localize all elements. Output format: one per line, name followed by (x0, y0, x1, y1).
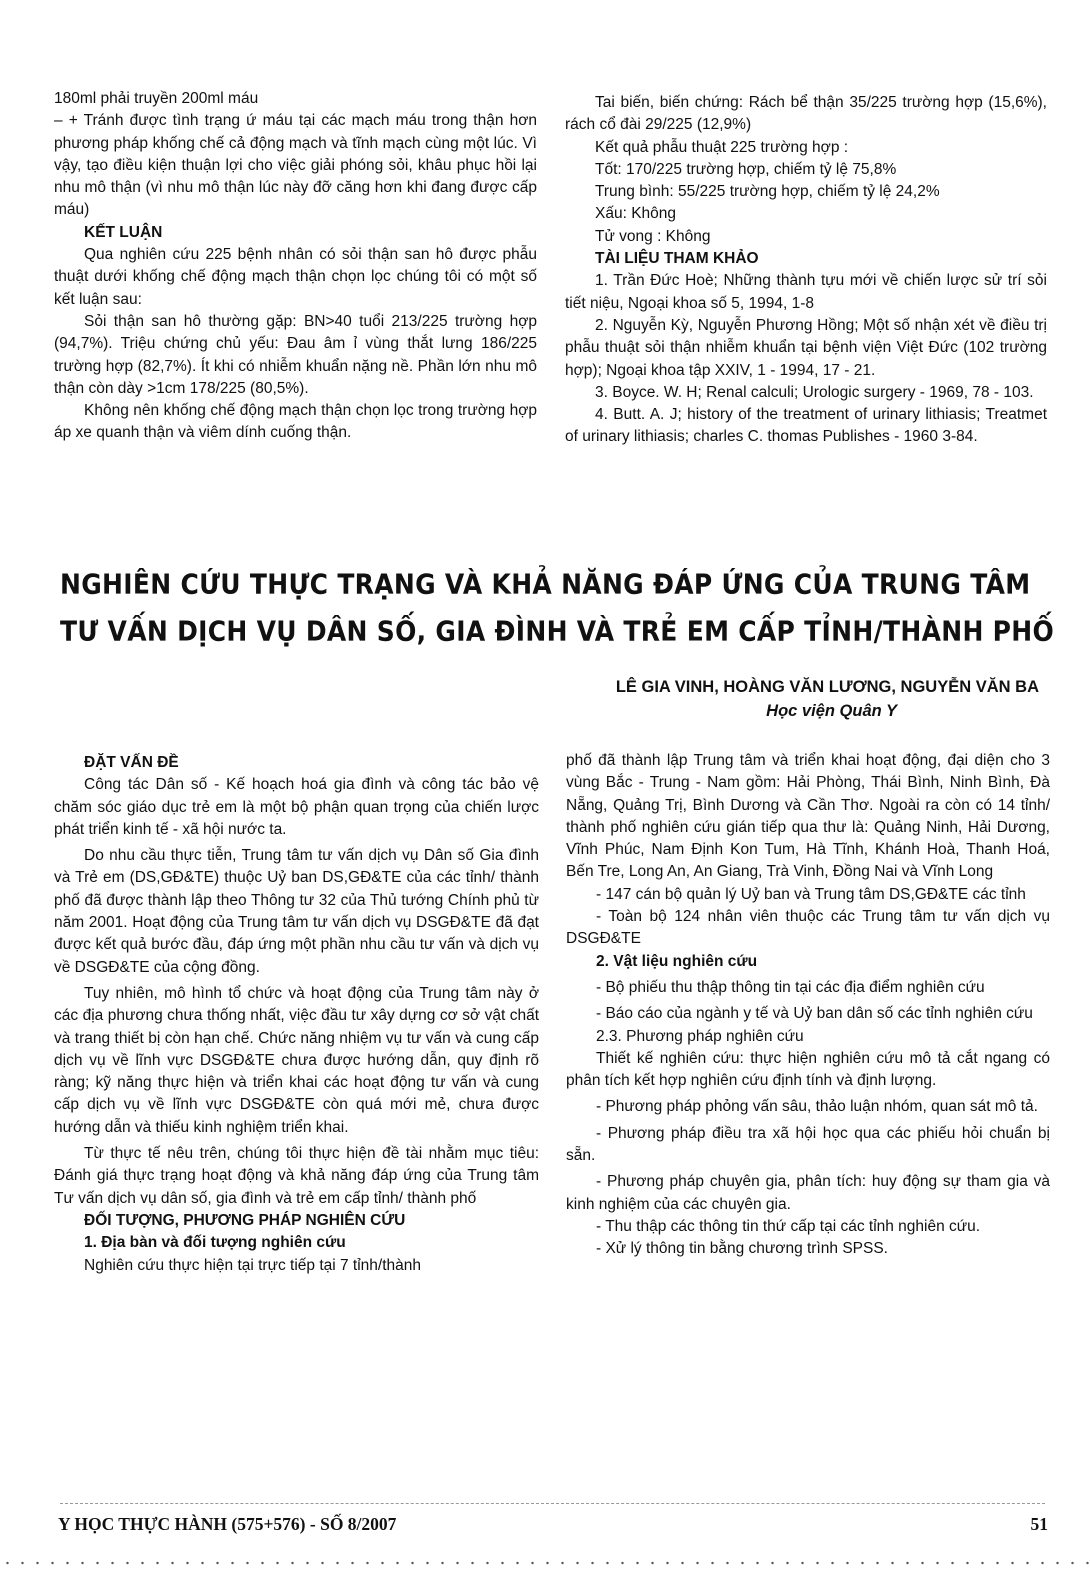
paragraph: Qua nghiên cứu 225 bệnh nhân có sỏi thận san hô được phẫu thuật dưới khống chế động mạch thận chọn lọc chúng tôi có một số kết luận sau: (54, 246, 537, 308)
journal-footer: Y HỌC THỰC HÀNH (575+576) - SỐ 8/2007 (58, 1514, 397, 1534)
paragraph: Tốt: 170/225 trường hợp, chiếm tỷ lệ 75,8% (595, 160, 897, 178)
paragraph: Kết quả phẫu thuật 225 trường hợp : (595, 138, 849, 156)
section-heading-references: TÀI LIỆU THAM KHẢO (595, 250, 759, 268)
list-item: - Toàn bộ 124 nhân viên thuộc các Trung tâm tư vấn dịch vụ DSGĐ&TE (566, 908, 1050, 948)
section-heading-ket-luan: KẾT LUẬN (84, 223, 163, 241)
paragraph: phố đã thành lập Trung tâm và triển khai hoạt động, đại diện cho 3 vùng Bắc - Trung - Nam gồm: Hải Phòng, Thái Bình, Ninh Bình, Đà Nẵng, Quảng Trị, Bình Dương và Cần Thơ. Ngoài ra còn có 14 tỉnh/ thành phố nghiên cứu gián tiếp qua thư là: Quảng Ninh, Hải Dương, Vĩnh Phúc, Nam Định Kon Tum, Hà Tĩnh, Khánh Hoà, Thanh Hoá, Bến Tre, Long An, An Giang, Trà Vinh, Đồng Nai và Vĩnh Long (566, 752, 1050, 881)
footer-divider (60, 1503, 1045, 1504)
prev-article-right-column (565, 92, 1047, 449)
article-title (60, 561, 1055, 655)
article-right-column (566, 750, 1050, 1261)
paragraph: Không nên khống chế động mạch thận chọn lọc trong trường hợp áp xe quanh thận và viêm dính cuống thận. (54, 402, 537, 442)
paragraph: – + Tránh được tình trạng ứ máu tại các mạch máu trong thận hơn phương pháp khống chế cả động mạch và tĩnh mạch cùng một lúc. Vì vậy, tạo điều kiện thuận lợi cho việc giải phóng sỏi, khâu phục hồi lại nhu mô thận (vì nhu mô thận lúc này đỡ căng hơn khi đang được cấp máu) (54, 112, 537, 219)
paragraph: Xấu: Không (595, 205, 677, 223)
reference-item: 3. Boyce. W. H; Renal calculi; Urologic surgery - 1969, 78 - 103. (595, 383, 1034, 401)
article-left-column (54, 752, 539, 1277)
reference-item: 1. Trần Đức Hoè; Những thành tựu mới về chiến lược sử trí sỏi tiết niệu, Ngoại khoa số 5, 1994, 1-8 (565, 272, 1047, 312)
paragraph: Từ thực tế nêu trên, chúng tôi thực hiện đề tài nhằm mục tiêu: Đánh giá thực trạng hoạt động và khả năng đáp ứng của Trung tâm Tư vấn dịch vụ dân số, gia đình và trẻ em cấp tỉnh/ thành phố (54, 1145, 539, 1207)
paragraph: Trung bình: 55/225 trường hợp, chiếm tỷ lệ 24,2% (595, 183, 940, 201)
section-heading-methods: ĐỐI TƯỢNG, PHƯƠNG PHÁP NGHIÊN CỨU (84, 1211, 406, 1229)
reference-item: 2. Nguyễn Kỳ, Nguyễn Phương Hồng; Một số nhận xét về điều trị phẫu thuật sỏi thận nhiễm khuẩn tại bệnh viện Việt Đức (102 trường hợp); Ngoại khoa tập XXIV, 1 - 1994, 17 - 21. (565, 316, 1047, 379)
section-heading-dat-van-de: ĐẶT VẤN ĐỀ (84, 754, 179, 771)
list-item: - Thu thập các thông tin thứ cấp tại các tỉnh nghiên cứu. (596, 1217, 981, 1235)
list-item: - Xử lý thông tin bằng chương trình SPSS. (596, 1240, 888, 1258)
page-number: 51 (1030, 1514, 1048, 1534)
scan-edge-dots (0, 1560, 1090, 1566)
subsection-heading: 2. Vật liệu nghiên cứu (596, 952, 758, 970)
list-item: - Bộ phiếu thu thập thông tin tại các địa điểm nghiên cứu (596, 978, 985, 996)
subsection-heading: 1. Địa bàn và đối tượng nghiên cứu (84, 1234, 346, 1252)
prev-article-left-column (54, 88, 537, 445)
article-title-line: TƯ VẤN DỊCH VỤ DÂN SỐ, GIA ĐÌNH VÀ TRẺ EM CẤP TỈNH/THÀNH PHỐ (60, 614, 1055, 648)
list-item: - Phương pháp điều tra xã hội học qua các phiếu hỏi chuẩn bị sẵn. (566, 1124, 1050, 1165)
paragraph: 180ml phải truyền 200ml máu (54, 90, 259, 107)
reference-item: 4. Butt. A. J; history of the treatment of urinary lithiasis; Treatmet of urinary lithiasis; charles C. thomas Publishes - 1960 3-84. (565, 406, 1047, 446)
list-item: - Phương pháp phỏng vấn sâu, thảo luận nhóm, quan sát mô tả. (596, 1098, 1038, 1116)
paragraph: Sỏi thận san hô thường gặp: BN>40 tuổi 213/225 trường hợp (94,7%). Triệu chứng chủ yếu: Đau âm ỉ vùng thắt lưng 186/225 trường hợp (82,7%). Ít khi có nhiễm khuẩn nặng nề. Phần lớn nhu mô thận còn dày >1cm 178/225 (80,5%). (54, 312, 537, 397)
article-title-line: NGHIÊN CỨU THỰC TRẠNG VÀ KHẢ NĂNG ĐÁP ỨNG CỦA TRUNG TÂM (60, 567, 1031, 601)
list-item: - Phương pháp chuyên gia, phân tích: huy động sự tham gia và kinh nghiệm của các chuyên gia. (566, 1173, 1050, 1213)
paragraph: Công tác Dân số - Kế hoạch hoá gia đình và công tác bảo vệ chăm sóc giáo dục trẻ em là một bộ phận quan trọng của chiến lược phát triển kinh tế - xã hội nước ta. (54, 776, 539, 838)
paragraph: Tử vong : Không (595, 227, 711, 245)
article-affiliation: Học viện Quân Y (766, 702, 897, 720)
paragraph: Nghiên cứu thực hiện tại trực tiếp tại 7 tỉnh/thành (84, 1256, 422, 1274)
subsection-heading: 2.3. Phương pháp nghiên cứu (596, 1027, 804, 1045)
paragraph: Thiết kế nghiên cứu: thực hiện nghiên cứu mô tả cắt ngang có phân tích kết hợp nghiên cứu định tính và định lượng. (566, 1049, 1050, 1090)
list-item: - 147 cán bộ quản lý Uỷ ban và Trung tâm DS,GĐ&TE các tỉnh (596, 885, 1026, 903)
paragraph: Tuy nhiên, mô hình tổ chức và hoạt động của Trung tâm này ở các địa phương chưa thống nhất, việc đầu tư xây dựng cơ sở vật chất và trang thiết bị còn hạn chế. Chức năng nhiệm vụ tư vấn và cung cấp dịch vụ về lĩnh vực DSGĐ&TE chưa được hướng dẫn, quy định rõ ràng; kỹ năng thực hiện và triển khai các hoạt động tư vấn và cung cấp dịch vụ về lĩnh vực DSGĐ&TE còn quá mới mẻ, chưa được hướng dẫn và thiếu kinh nghiệm triển khai. (54, 984, 539, 1136)
list-item: - Báo cáo của ngành y tế và Uỷ ban dân số các tỉnh nghiên cứu (596, 1005, 1033, 1023)
paragraph: Do nhu cầu thực tiễn, Trung tâm tư vấn dịch vụ Dân số Gia đình và Trẻ em (DS,GĐ&TE) thuộc Uỷ ban DS,GĐ&TE của các tỉnh/ thành phố đã được thành lập theo Thông tư 32 của Thủ tướng Chính phủ từ năm 2001. Hoạt động của Trung tâm tư vấn dịch vụ DSGĐ&TE đã đạt được kết quả bước đầu, đáp ứng một phần nhu cầu tư vấn và dịch vụ về DSGĐ&TE của cộng đồng. (54, 847, 539, 976)
article-authors: LÊ GIA VINH, HOÀNG VĂN LƯƠNG, NGUYỄN VĂN BA (615, 678, 1039, 696)
paragraph: Tai biến, biến chứng: Rách bể thận 35/225 trường hợp (15,6%), rách cổ đài 29/225 (12,9%) (565, 94, 1047, 134)
